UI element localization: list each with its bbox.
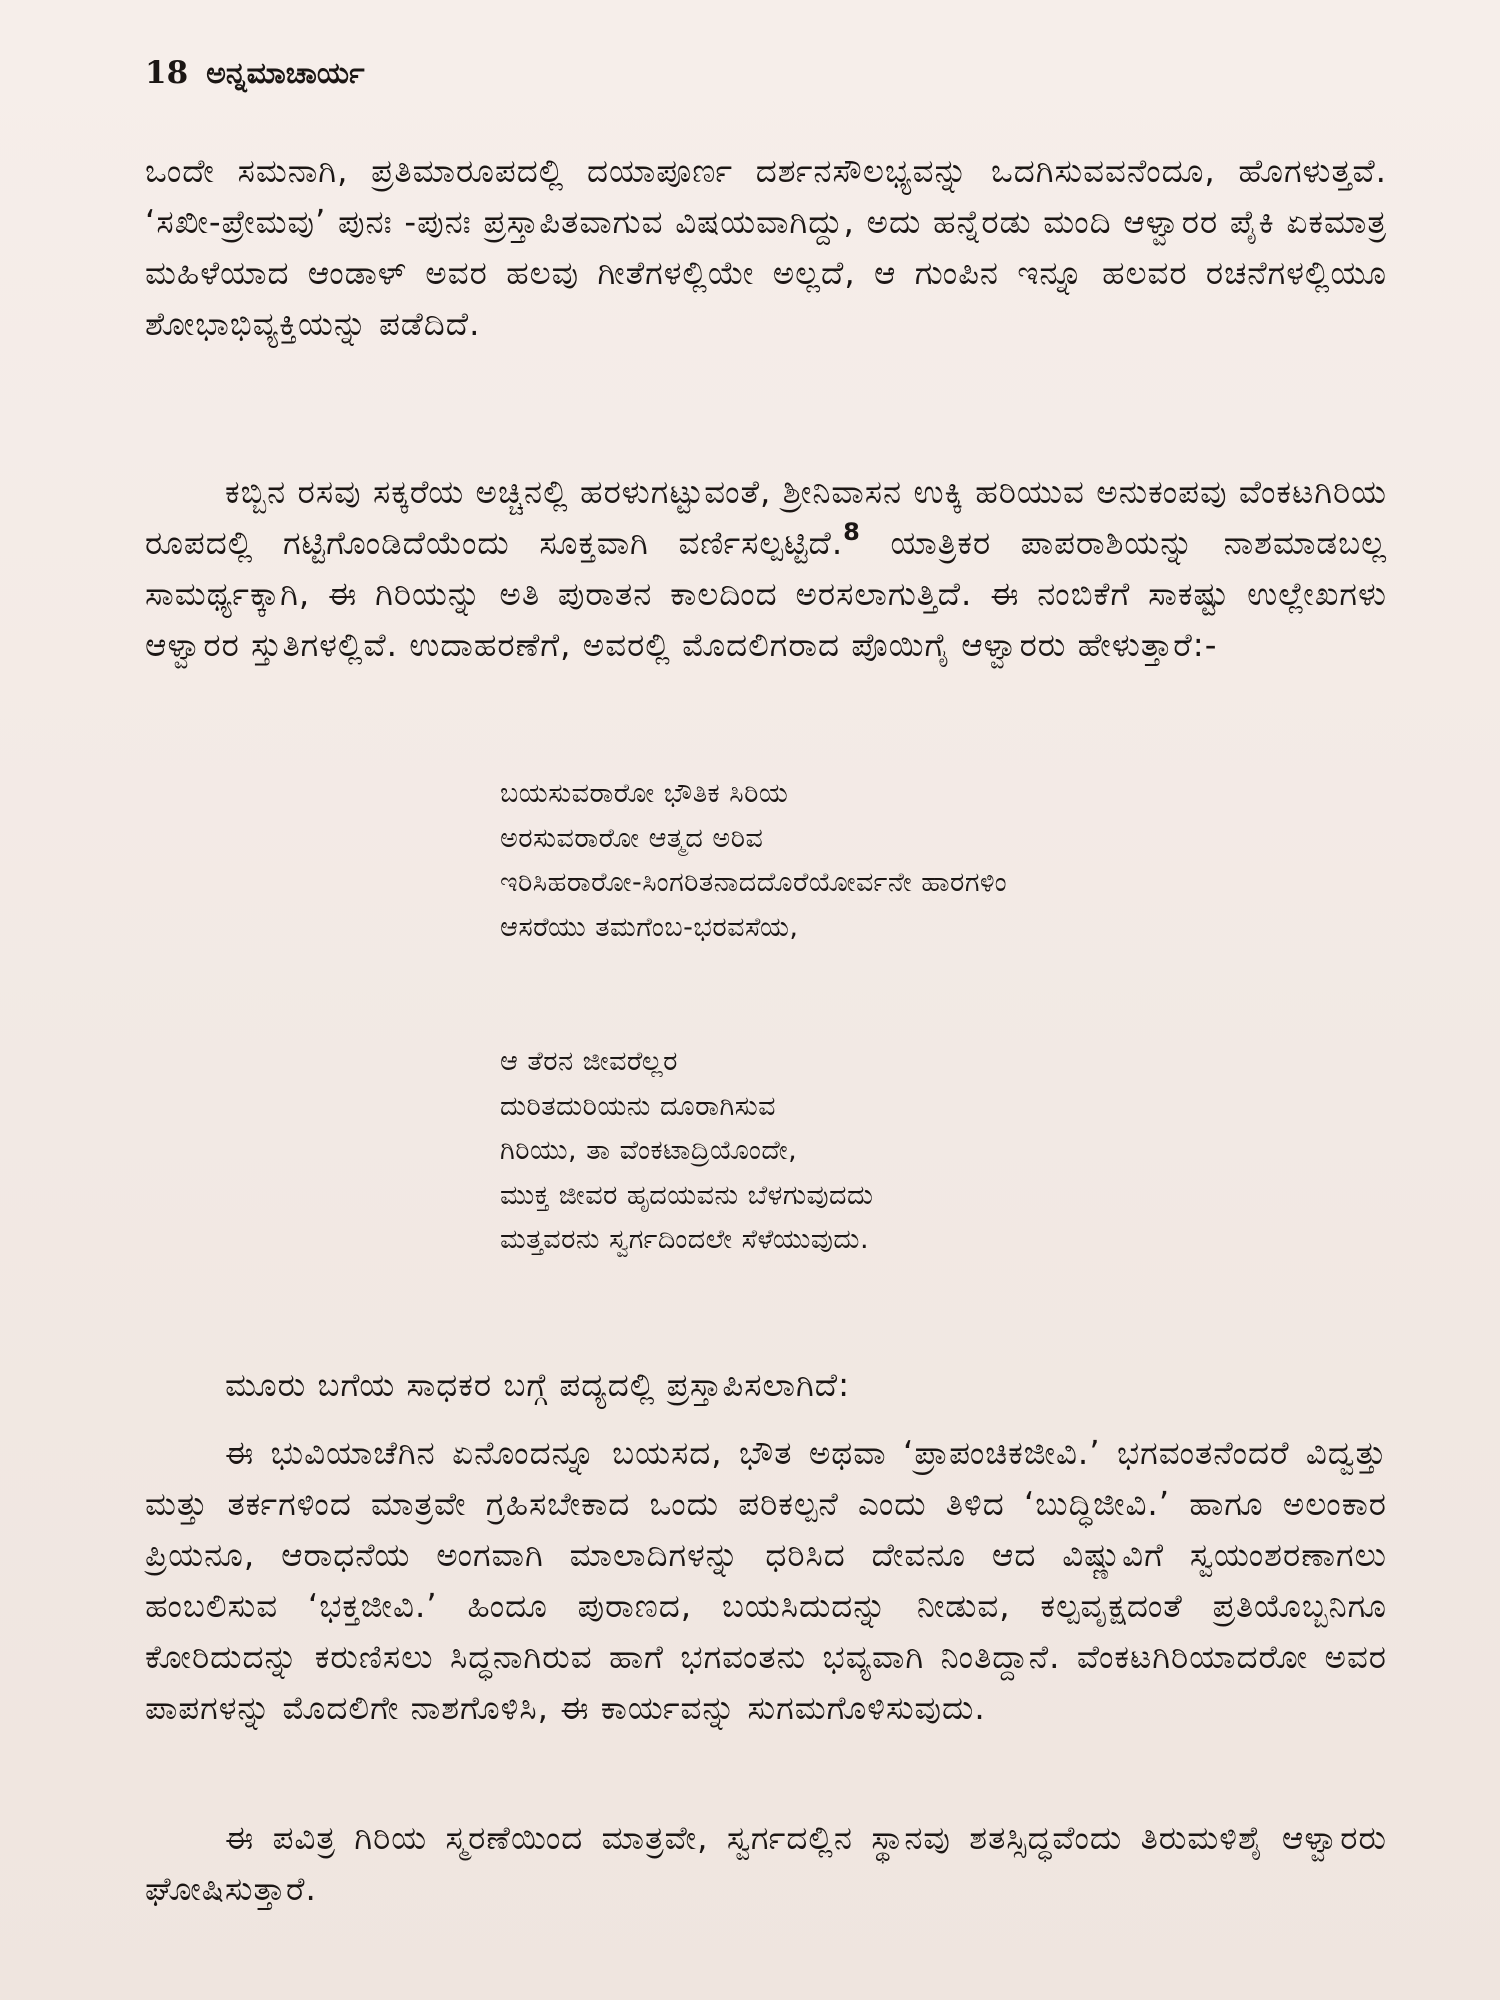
paragraph-3-text: ಮೂರು ಬಗೆಯ ಸಾಧಕರ ಬಗ್ಗೆ ಪದ್ಯದಲ್ಲಿ ಪ್ರಸ್ತಾಪಿಸಲಾಗಿದೆ: (225, 1366, 851, 1404)
paragraph-1 (145, 146, 1387, 350)
verse-line: ದುರಿತದುರಿಯನು ದೂರಾಗಿಸುವ (500, 1090, 776, 1122)
verse-line: ಮತ್ತವರನು ಸ್ವರ್ಗದಿಂದಲೇ ಸೆಳೆಯುವುದು. (500, 1224, 870, 1255)
paragraph-2 (145, 467, 1387, 671)
paragraph-5 (145, 1813, 1387, 1915)
paragraph-3 (145, 1360, 1387, 1411)
paragraph-2-text-start: ಕಬ್ಬಿನ ರಸವು ಸಕ್ಕರೆಯ ಅಚ್ಚಿನಲ್ಲಿ ಹರಳುಗಟ್ಟುವಂತೆ, ಶ್ರೀನಿವಾಸನ ಉಕ್ಕಿ ಹರಿಯುವ ಅನುಕಂಪವು ವೆಂಕಟಗಿರಿಯ ರೂಪದಲ್ಲಿ ಗಟ್ಟಿಗೊಂಡಿದೆಯೆಂದು ಸೂಕ್ತವಾಗಿ ವರ್ಣಿಸಲ್ಪಟ್ಟಿದೆ. (145, 473, 1387, 562)
verse-line: ಇರಿಸಿಹರಾರೋ-ಸಿಂಗರಿತನಾದದೊರೆಯೋರ್ವನೇ ಹಾರಗಳಿಂ (500, 867, 1008, 898)
page-number: 18 (145, 55, 189, 91)
paragraph-5-text: ಈ ಪವಿತ್ರ ಗಿರಿಯ ಸ್ಮರಣೆಯಿಂದ ಮಾತ್ರವೇ, ಸ್ವರ್ಗದಲ್ಲಿನ ಸ್ಥಾನವು ಶತಸ್ಸಿದ್ಧವೆಂದು ತಿರುಮಳಿಶೈ ಆಳ್ವಾರರು ಘೋಷಿಸುತ್ತಾರೆ. (145, 1819, 1387, 1908)
running-title: ಅನ್ನಮಾಚಾರ್ಯ (206, 56, 365, 91)
verse-line: ಬಯಸುವರಾರೋ ಭೌತಿಕ ಸಿರಿಯ (500, 778, 789, 809)
verse-line: ಮುಕ್ತ ಜೀವರ ಹೃದಯವನು ಬೆಳಗುವುದದು (500, 1179, 874, 1211)
verse-stanza-2 (500, 1040, 1360, 1263)
verse-line: ಗಿರಿಯು, ತಾ ವೆಂಕಟಾದ್ರಿಯೊಂದೇ, (500, 1135, 798, 1166)
paragraph-1-text: ಒಂದೇ ಸಮನಾಗಿ, ಪ್ರತಿಮಾರೂಪದಲ್ಲಿ ದಯಾಪೂರ್ಣ ದರ್ಶನಸೌಲಭ್ಯವನ್ನು ಒದಗಿಸುವವನೆಂದೂ, ಹೊಗಳುತ್ತವೆ. ‘ಸಖೀ-ಪ್ರೇಮವು’ ಪುನಃ -ಪುನಃ ಪ್ರಸ್ತಾಪಿತವಾಗುವ ವಿಷಯವಾಗಿದ್ದು, ಅದು ಹನ್ನೆರಡು ಮಂದಿ ಆಳ್ವಾರರ ಪೈಕಿ ಏಕಮಾತ್ರ ಮಹಿಳೆಯಾದ ಆಂಡಾಳ್ ಅವರ ಹಲವು ಗೀತೆಗಳಲ್ಲಿಯೇ ಅಲ್ಲದೆ, ಆ ಗುಂಪಿನ ಇನ್ನೂ ಹಲವರ ರಚನೆಗಳಲ್ಲಿಯೂ ಶೋಭಾಭಿವ್ಯಕ್ತಿಯನ್ನು ಪಡೆದಿದೆ. (145, 152, 1387, 343)
footnote-marker: 8 (843, 518, 861, 546)
paragraph-4 (145, 1428, 1387, 1734)
verse-line: ಆ ತೆರನ ಜೀವರೆಲ್ಲರ (500, 1046, 678, 1077)
paragraph-4-text: ಈ ಭುವಿಯಾಚೆಗಿನ ಏನೊಂದನ್ನೂ ಬಯಸದ, ಭೌತ ಅಥವಾ ‘ಪ್ರಾಪಂಚಿಕಜೀವಿ.’ ಭಗವಂತನೆಂದರೆ ವಿದ್ವತ್ತು ಮತ್ತು ತರ್ಕಗಳಿಂದ ಮಾತ್ರವೇ ಗ್ರಹಿಸಬೇಕಾದ ಒಂದು ಪರಿಕಲ್ಪನೆ ಎಂದು ತಿಳಿದ ‘ಬುದ್ಧಿಜೀವಿ.’ ಹಾಗೂ ಅಲಂಕಾರ ಪ್ರಿಯನೂ, ಆರಾಧನೆಯ ಅಂಗವಾಗಿ ಮಾಲಾದಿಗಳನ್ನು ಧರಿಸಿದ ದೇವನೂ ಆದ ವಿಷ್ಣುವಿಗೆ ಸ್ವಯಂಶರಣಾಗಲು ಹಂಬಲಿಸುವ ‘ಭಕ್ತಜೀವಿ.’ ಹಿಂದೂ ಪುರಾಣದ, ಬಯಸಿದುದನ್ನು ನೀಡುವ, ಕಲ್ಪವೃಕ್ಷದಂತೆ ಪ್ರತಿಯೊಬ್ಬನಿಗೂ ಕೋರಿದುದನ್ನು ಕರುಣಿಸಲು ಸಿದ್ಧನಾಗಿರುವ ಹಾಗೆ ಭಗವಂತನು ಭವ್ಯವಾಗಿ ನಿಂತಿದ್ದಾನೆ. ವೆಂಕಟಗಿರಿಯಾದರೋ ಅವರ ಪಾಪಗಳನ್ನು ಮೊದಲಿಗೇ ನಾಶಗೊಳಿಸಿ, ಈ ಕಾರ್ಯವನ್ನು ಸುಗಮಗೊಳಿಸುವುದು. (145, 1434, 1387, 1727)
verse-line: ಅರಸುವರಾರೋ ಆತ್ಮದ ಅರಿವ (500, 822, 764, 854)
page-header (145, 55, 365, 95)
verse-line: ಆಸರೆಯು ತಮಗೆಂಬ-ಭರವಸೆಯ, (500, 911, 799, 943)
paragraph-2-text-end: ಯಾತ್ರಿಕರ ಪಾಪರಾಶಿಯನ್ನು ನಾಶಮಾಡಬಲ್ಲ ಸಾಮರ್ಥ್ಯಕ್ಕಾಗಿ, ಈ ಗಿರಿಯನ್ನು ಅತಿ ಪುರಾತನ ಕಾಲದಿಂದ ಅರಸಲಾಗುತ್ತಿದೆ. ಈ ನಂಬಿಕೆಗೆ ಸಾಕಷ್ಟು ಉಲ್ಲೇಖಗಳು ಆಳ್ವಾರರ ಸ್ತುತಿಗಳಲ್ಲಿವೆ. ಉದಾಹರಣೆಗೆ, ಅವರಲ್ಲಿ ಮೊದಲಿಗರಾದ ಪೊಯಿಗೈ ಆಳ್ವಾರರು ಹೇಳುತ್ತಾರೆ:- (145, 524, 1387, 664)
verse-stanza-1 (500, 772, 1360, 950)
